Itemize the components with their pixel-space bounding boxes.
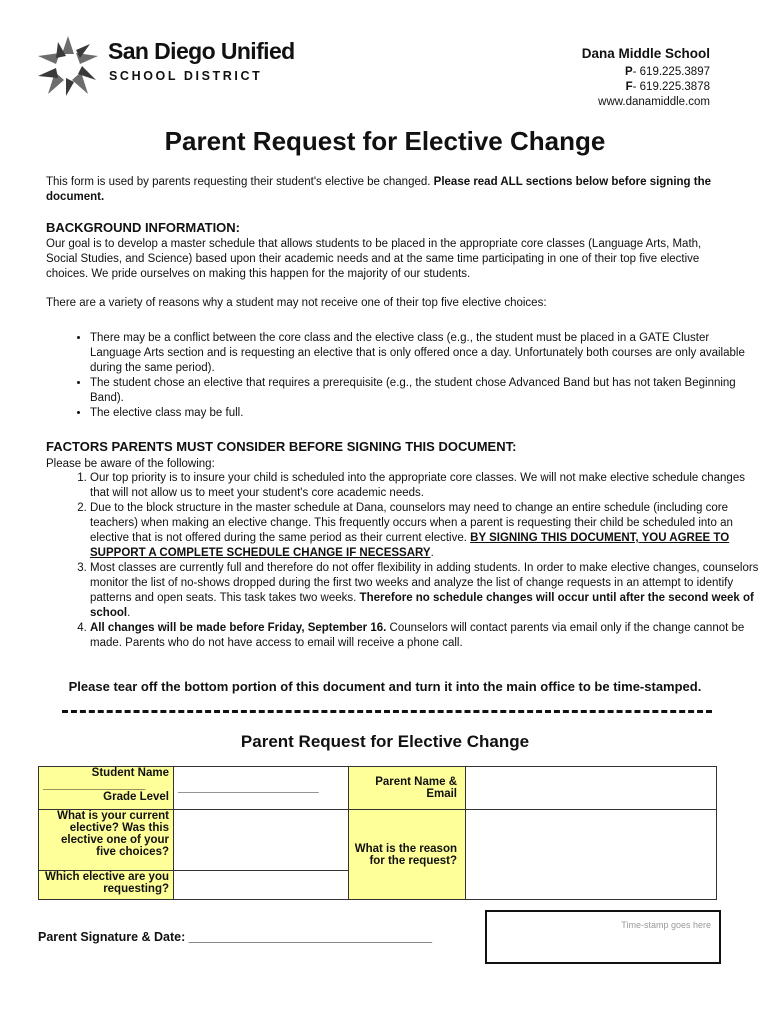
request-form <box>38 766 717 900</box>
grade-level-label: Grade Level <box>103 791 169 803</box>
list-item <box>90 501 762 561</box>
page-title: Parent Request for Elective Change <box>164 126 606 156</box>
list-item: • The elective class may be full. <box>90 406 762 421</box>
item-text: Due to the block structure in the master schedule at Dana, counselors may need to change an entire schedule (including core teachers) when making an elective change. This frequently occurs when a parent is requesting their child be scheduled into an elective that is not offered during the same period as their current elective. <box>90 502 733 544</box>
intro-paragraph <box>46 175 718 205</box>
current-elective-field[interactable] <box>174 810 349 871</box>
factors-intro: Please be aware of the following: <box>46 458 215 470</box>
list-item: • The student chose an elective that requires a prerequisite (e.g., the student chose Advanced Band but has not taken Beginning Band). <box>90 376 762 406</box>
list-item: 1. Our top priority is to insure your child is scheduled into the appropriate core classes. We will not make elective schedule changes that will not allow us to meet your student's core academic needs. <box>90 471 762 501</box>
signature-row[interactable] <box>38 930 432 944</box>
logo-title: San Diego Unified <box>108 38 295 64</box>
parent-name-field[interactable] <box>466 767 717 810</box>
intro-text: This form is used by parents requesting their student's elective be changed. <box>46 176 434 188</box>
tear-off-note: Please tear off the bottom portion of this document and turn it into the main office to be time-stamped. <box>68 679 702 694</box>
requested-elective-field[interactable] <box>174 871 349 900</box>
website: www.danamiddle.com <box>598 96 710 108</box>
phone-line <box>582 65 710 80</box>
background-paragraph: Our goal is to develop a master schedule that allows students to be placed in the appropriate core classes (Language Arts, Math, Social Studies, and Science) based upon their academic needs and at the same time participating in one of their top five elective choices. We pride ourselves on making this happen for the majority of our students. <box>46 238 702 280</box>
student-name-field[interactable] <box>174 767 349 810</box>
item-emphasis: BY SIGNING THIS DOCUMENT, YOU AGREE TO SUPPORT A COMPLETE SCHEDULE CHANGE IF NECESSARY <box>90 532 730 559</box>
fax-line <box>582 80 710 95</box>
timestamp-box <box>485 910 721 964</box>
school-contact <box>582 46 710 110</box>
parent-name-label: Parent Name & Email <box>349 767 466 810</box>
reason-field[interactable] <box>466 810 717 900</box>
item-emphasis: Therefore no schedule changes will occur until after the second week of school <box>90 592 754 619</box>
current-elective-label: What is your current elective? Was this elective one of your five choices? <box>39 810 174 871</box>
student-name-label: Student Name <box>91 767 169 779</box>
factors-list <box>46 471 762 651</box>
item-text: Most classes are currently full and therefore do not offer flexibility in adding students. In order to make elective changes, counselors monitor the list of no-shows dropped during the first two weeks and analyze the list of change requests in an attempt to identify patterns and open seats. This task takes two weeks. <box>90 562 759 604</box>
school-name: Dana Middle School <box>581 46 710 61</box>
list-item: • There may be a conflict between the core class and the elective class (e.g., the student must be placed in a GATE Cluster Language Arts section and is requesting an elective that is only offered once a day. Unfortunately both courses are only available during the same period). <box>90 331 762 376</box>
item-text: Counselors will contact parents via email only if the change cannot be made. Parents who do not have access to email will receive a phone call. <box>90 622 745 649</box>
district-logo <box>36 36 295 98</box>
phone-label: P <box>624 66 633 78</box>
student-name-label-cell <box>39 767 174 810</box>
fax-number: - 619.225.3878 <box>632 81 710 93</box>
signature-line: ___________________________________ <box>188 930 433 944</box>
student-name-blank: ________________ <box>43 779 146 791</box>
student-name-line: ______________________ <box>178 782 319 794</box>
reason-label: What is the reason for the request? <box>349 810 466 900</box>
timestamp-placeholder: Time-stamp goes here <box>621 920 711 930</box>
item-end: . <box>127 607 131 619</box>
reasons-intro: There are a variety of reasons why a student may not receive one of their top five elective choices: <box>46 297 547 309</box>
star-logo-icon <box>36 36 100 98</box>
list-item <box>90 561 762 621</box>
intro-bold: Please read ALL sections below before signing the document. <box>46 176 712 203</box>
signature-label: Parent Signature & Date: <box>38 930 189 944</box>
reasons-list <box>46 331 762 421</box>
factors-heading: FACTORS PARENTS MUST CONSIDER BEFORE SIGNING THIS DOCUMENT: <box>46 439 517 454</box>
item-emphasis: All changes will be made before Friday, September 16. <box>90 622 387 634</box>
background-heading: BACKGROUND INFORMATION: <box>46 220 241 235</box>
list-item <box>90 621 762 651</box>
tear-line <box>62 710 712 713</box>
requested-elective-label: Which elective are you requesting? <box>39 871 174 900</box>
form-title: Parent Request for Elective Change <box>240 732 530 751</box>
fax-label: F <box>625 81 633 93</box>
logo-subtitle: SCHOOL DISTRICT <box>109 69 263 83</box>
item-end: . <box>430 547 434 559</box>
phone-number: - 619.225.3897 <box>632 66 710 78</box>
